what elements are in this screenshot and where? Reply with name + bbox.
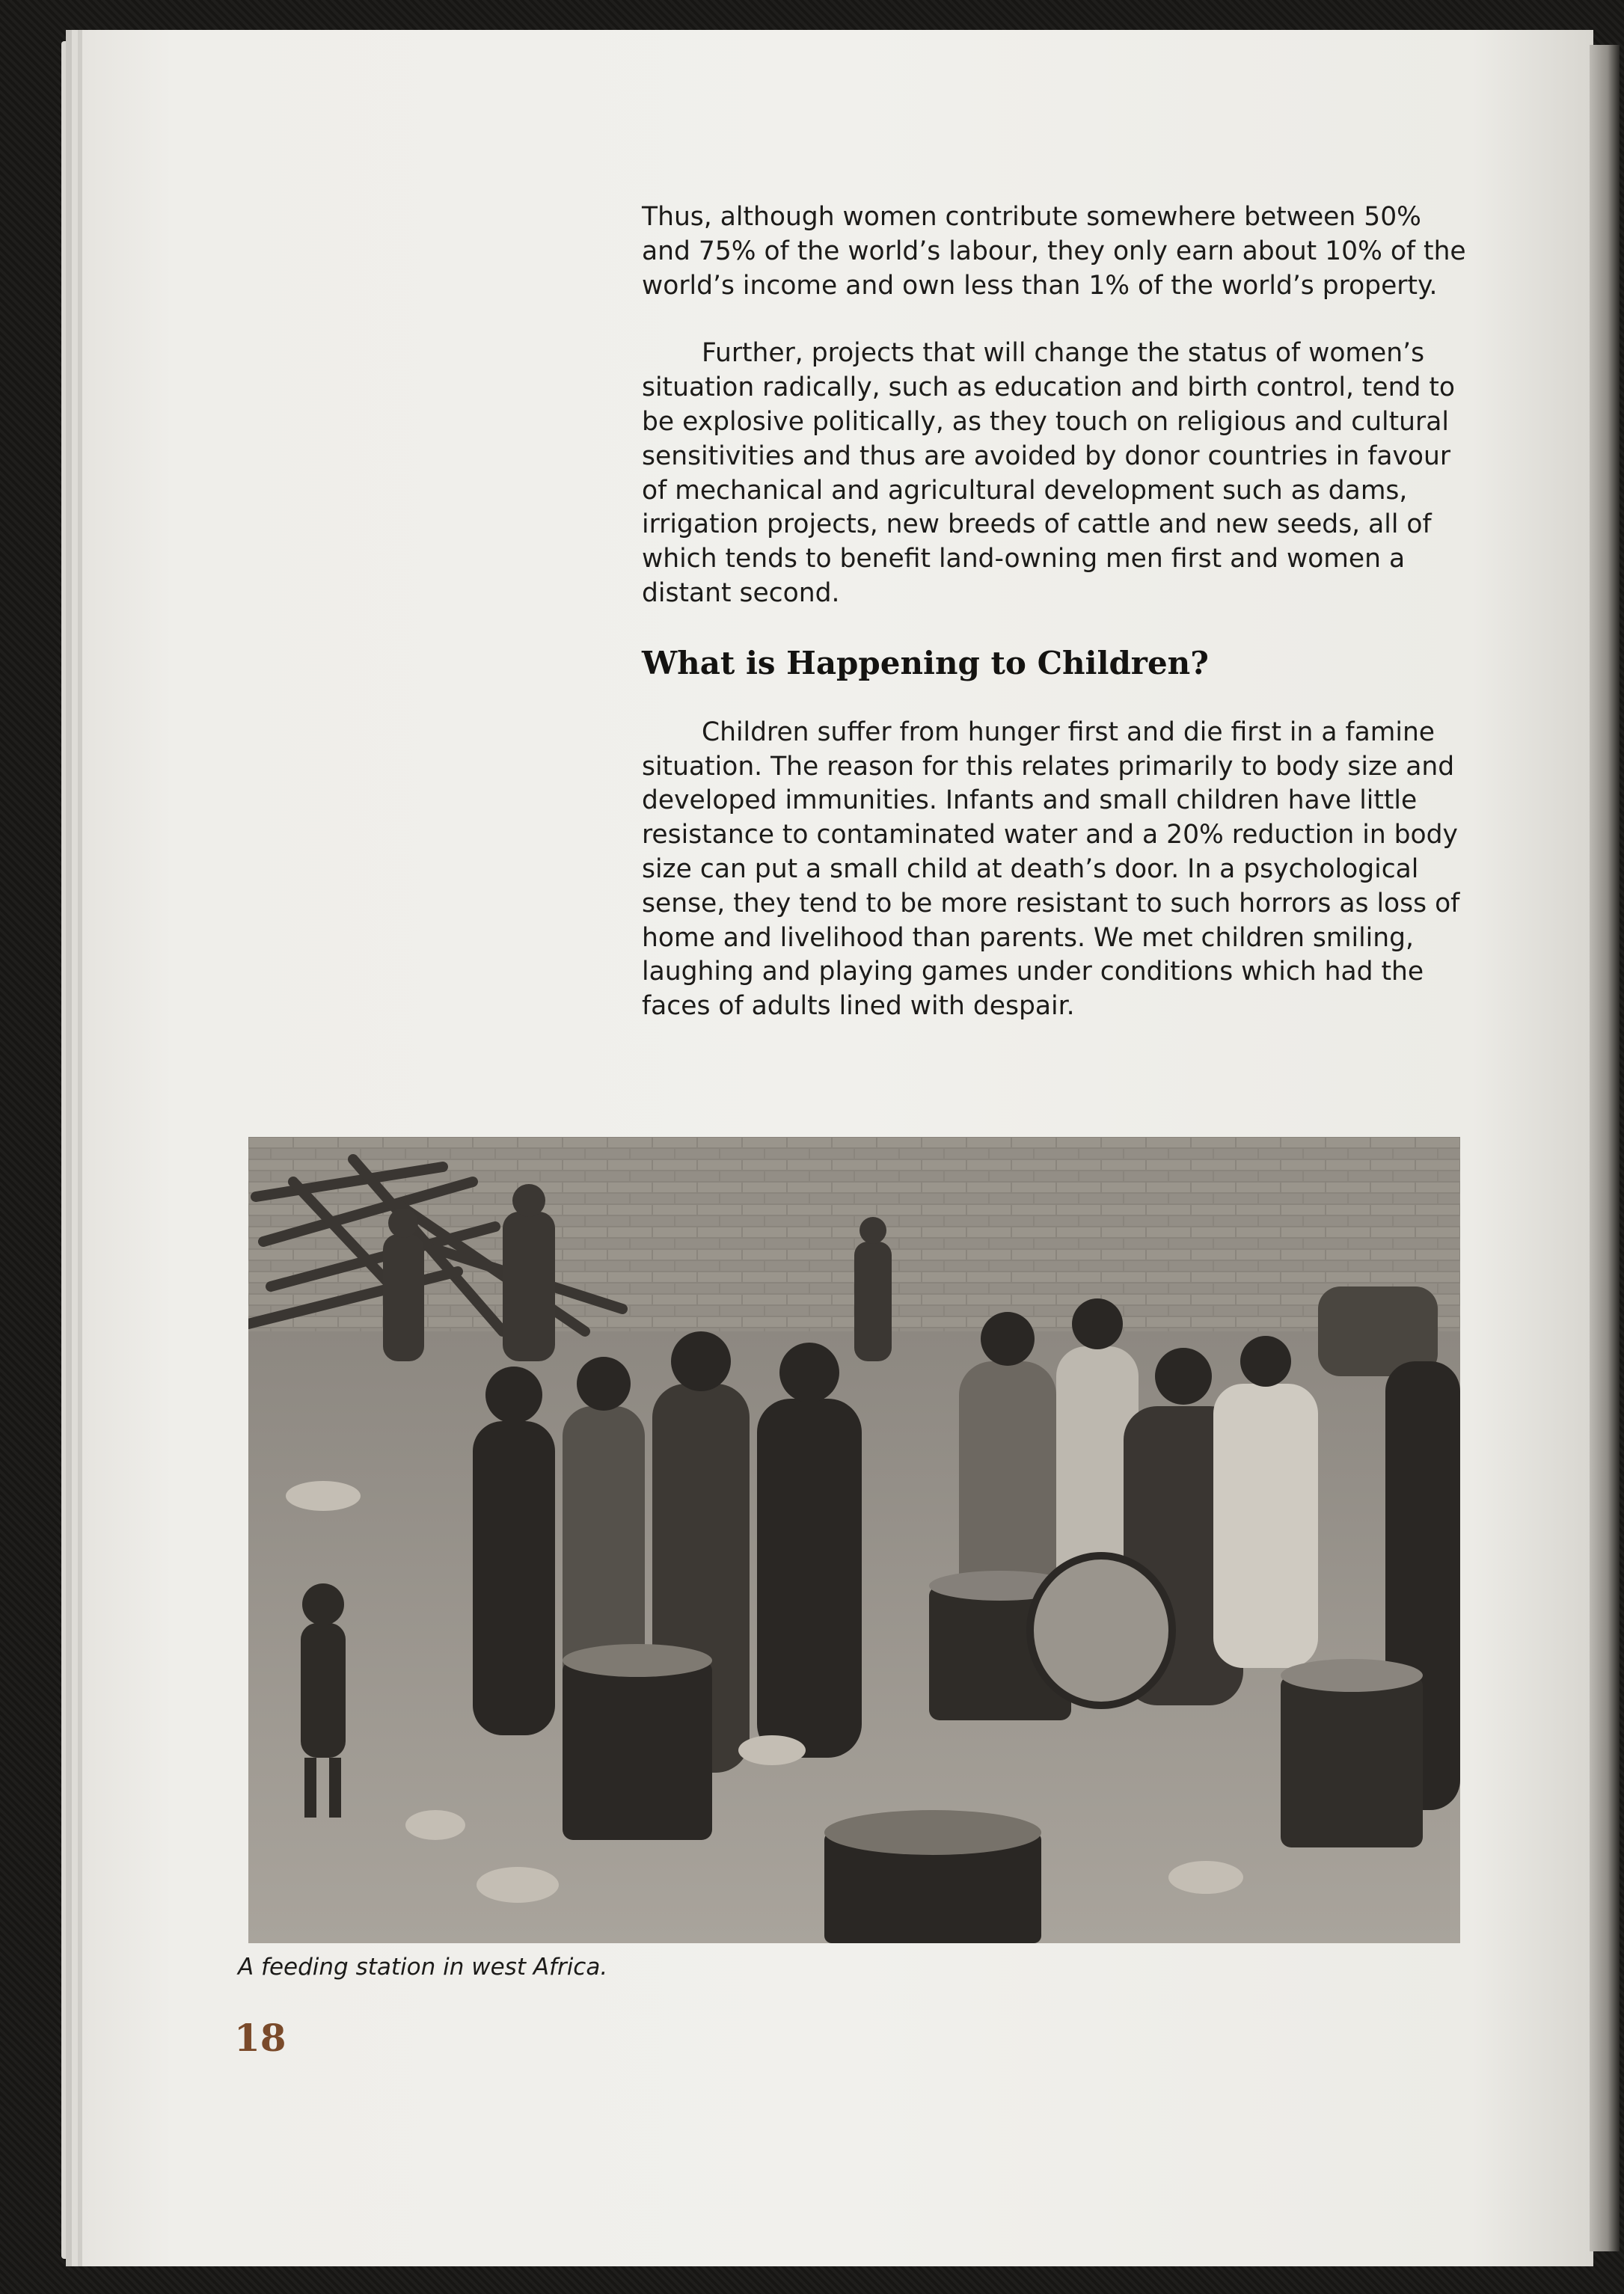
text-column (642, 200, 1474, 1024)
paragraph-projects: Further, projects that will change the status of women’s situation radically, such as education and birth control, tend to be explosive politically, as they touch on religious and cultural sensitivities and thus are avoided by donor countries in favour of mechanical and agricultural development such as dams, irrigation projects, new breeds of cattle and new seeds, all of which tends to benefit land-owning men first and women a distant second. (642, 338, 1456, 608)
photo-illustration (248, 1137, 1460, 1943)
page-number: 18 (234, 2016, 287, 2060)
feeding-station-photo (248, 1137, 1460, 1943)
photo-caption: A feeding station in west Africa. (238, 1954, 608, 1981)
section-heading: What is Happening to Children? (642, 644, 1209, 681)
facing-page-edge (1590, 45, 1620, 2251)
paragraph-children: Children suffer from hunger first and die first in a famine situation. The reason for this relates primarily to body size and developed immunities. Infants and small children have little resistance to contaminated water and a 20% reduction in body size can put a small child at death’s door. In a psychological sense, they tend to be more resistant to such horrors as loss of home and livelihood than parents. We met children smiling, laughing and playing games under conditions which had the faces of adults lined with despair. (642, 717, 1460, 1022)
paragraph-womens-labour: Thus, although women contribute somewhere between 50% and 75% of the world’s labour, they only earn about 10% of the world’s income and own less than 1% of the world’s property. (642, 202, 1466, 301)
